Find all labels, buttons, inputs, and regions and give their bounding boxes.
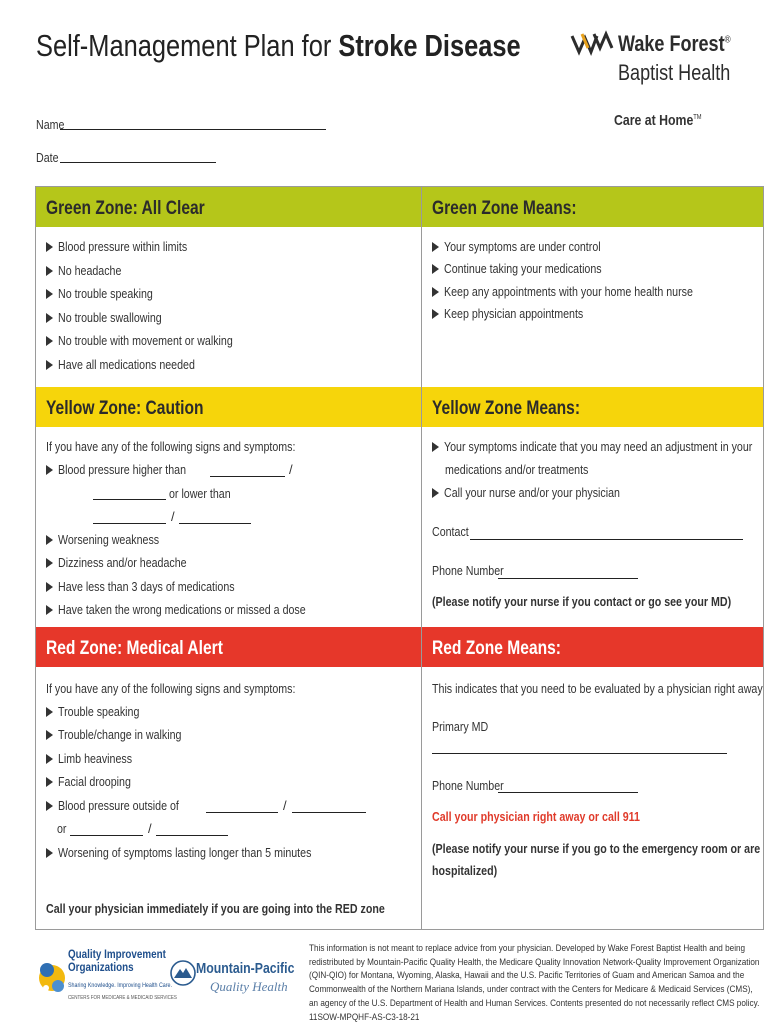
bullet-arrow-icon [46, 605, 53, 615]
name-field[interactable] [60, 129, 326, 130]
wake-forest-logo-icon [570, 28, 616, 58]
bullet-arrow-icon [46, 558, 53, 568]
bullet-arrow-icon [46, 801, 53, 811]
mp-line1: Mountain-Pacific [196, 960, 295, 977]
green-item: Have all medications needed [46, 357, 225, 372]
bp-high-systolic-field[interactable] [210, 476, 285, 477]
red-bp-item: Blood pressure outside of [46, 798, 205, 813]
bullet-arrow-icon [46, 242, 53, 252]
yellow-item: Dizziness and/or headache [46, 555, 215, 570]
bullet-arrow-icon [432, 287, 439, 297]
yellow-zone-title: Yellow Zone: Caution [46, 398, 204, 419]
yellow-means-item-cont: medications and/or treatments [445, 462, 589, 477]
name-label: Name [36, 117, 65, 132]
slash: / [171, 509, 175, 524]
bullet-arrow-icon [46, 360, 53, 370]
bullet-arrow-icon [46, 848, 53, 858]
bp-high-diastolic-field[interactable] [93, 499, 166, 500]
red-item: Limb heaviness [46, 751, 148, 766]
brand-line1: Wake Forest [618, 31, 725, 56]
red-phone-field[interactable] [498, 792, 638, 793]
red-means-intro: This indicates that you need to be evaluated by a physician right away [432, 681, 763, 696]
mountain-pacific-logo [170, 954, 305, 1004]
bullet-arrow-icon [46, 754, 53, 764]
yellow-item: Worsening weakness [46, 532, 181, 547]
bullet-arrow-icon [46, 266, 53, 276]
yellow-bp-item: Blood pressure higher than [46, 462, 214, 477]
bullet-arrow-icon [46, 465, 53, 475]
trademark-mark: TM [693, 114, 702, 121]
bp-outside-diastolic-field-2[interactable] [156, 835, 228, 836]
program-name [614, 112, 721, 129]
call-911-text: Call your physician right away or call 911 [432, 809, 640, 824]
program-label: Care at Home [614, 112, 694, 129]
green-means-item: Continue taking your medications [432, 261, 636, 276]
bp-outside-systolic-field[interactable] [206, 812, 278, 813]
green-item: No trouble with movement or walking [46, 333, 271, 348]
bp-low-systolic-field[interactable] [93, 523, 166, 524]
qio-line2: Organizations [68, 960, 134, 974]
zone-table [35, 186, 764, 930]
qio-emblem-icon [36, 948, 70, 1004]
green-item: No headache [46, 263, 135, 278]
phone-label: Phone Number [432, 778, 504, 793]
mountain-icon [170, 960, 196, 986]
yellow-intro: If you have any of the following signs and symptoms: [46, 439, 296, 454]
bullet-arrow-icon [46, 289, 53, 299]
column-divider [421, 187, 422, 929]
red-intro: If you have any of the following signs and symptoms: [46, 681, 296, 696]
registered-mark: ® [724, 34, 731, 46]
date-label: Date [36, 150, 59, 165]
green-zone-means-title: Green Zone Means: [432, 198, 577, 219]
slash: / [148, 821, 152, 836]
contact-field[interactable] [470, 539, 743, 540]
bullet-arrow-icon [432, 488, 439, 498]
green-item: No trouble speaking [46, 286, 174, 301]
phone-field[interactable] [498, 578, 638, 579]
or-label: or [57, 821, 67, 836]
red-item: Facial drooping [46, 774, 147, 789]
bullet-arrow-icon [432, 242, 439, 252]
title-normal: Self-Management Plan for [36, 28, 339, 63]
bullet-arrow-icon [432, 309, 439, 319]
yellow-item: Have less than 3 days of medications [46, 579, 273, 594]
primary-md-label: Primary MD [432, 719, 489, 734]
red-notify-cont: hospitalized) [432, 863, 498, 878]
disclaimer [309, 942, 764, 1024]
bullet-arrow-icon [46, 336, 53, 346]
green-means-item: Your symptoms are under control [432, 239, 635, 254]
page-title [36, 28, 627, 64]
call-immediately: Call your physician immediately if you are going into the RED zone [46, 901, 385, 916]
red-item: Worsening of symptoms lasting longer than 5 minutes [46, 845, 367, 860]
title-bold: Stroke Disease [338, 28, 521, 63]
green-means-item: Keep physician appointments [432, 306, 614, 321]
qio-tagline: Sharing Knowledge. Improving Health Care. [68, 982, 172, 989]
date-field[interactable] [60, 162, 216, 163]
qio-logo [36, 944, 177, 1010]
yellow-notify: (Please notify your nurse if you contact or go see your MD) [432, 594, 732, 609]
bullet-arrow-icon [432, 442, 439, 452]
primary-md-field[interactable] [432, 753, 727, 754]
yellow-zone-means-title: Yellow Zone Means: [432, 398, 581, 419]
green-zone-title: Green Zone: All Clear [46, 198, 205, 219]
mp-line2: Quality Health [210, 979, 288, 994]
brand-name [618, 31, 755, 57]
red-notify: (Please notify your nurse if you go to the emergency room or are [432, 841, 761, 856]
red-item: Trouble/change in walking [46, 727, 209, 742]
green-means-item: Keep any appointments with your home health nurse [432, 284, 748, 299]
bp-outside-diastolic-field[interactable] [292, 812, 366, 813]
green-item: Blood pressure within limits [46, 239, 216, 254]
red-zone-means-title: Red Zone Means: [432, 638, 561, 659]
or-lower-label: or lower than [169, 486, 231, 501]
green-item: No trouble swallowing [46, 310, 184, 325]
bullet-arrow-icon [432, 264, 439, 274]
bullet-arrow-icon [46, 535, 53, 545]
bp-outside-systolic-field-2[interactable] [70, 835, 143, 836]
slash: / [289, 462, 293, 477]
red-item: Trouble speaking [46, 704, 157, 719]
yellow-means-item: Call your nurse and/or your physician [432, 485, 659, 500]
bullet-arrow-icon [46, 777, 53, 787]
phone-label: Phone Number [432, 563, 504, 578]
yellow-means-item: Your symptoms indicate that you may need an adjustment in your [432, 439, 770, 454]
bullet-arrow-icon [46, 313, 53, 323]
brand-subname: Baptist Health [618, 60, 731, 85]
red-zone-title: Red Zone: Medical Alert [46, 638, 223, 659]
slash: / [283, 798, 287, 813]
qio-cms: CENTERS FOR MEDICARE & MEDICAID SERVICES [68, 995, 177, 1001]
qio-line1: Quality Improvement [68, 947, 166, 961]
disclaimer-text: This information is not meant to replace advice from your physician. Developed by Wake Forest Baptist Health and being redistributed by Mountain-Pacific Quality Health, the Medicare Quality Innovation Network-Quality Improvement Organization (QIN-QIO) for Montana, Wyoming, Alaska, Hawaii and the U.S. Pacific Territories of Guam and American Samoa and the Commonwealth of the Northern Mariana Islands, under contract with the Centers for Medicare & Medicaid Services (CMS), an agency of the U.S. Department of Health and Human Services. Contents presented do not necessarily reflect CMS policy. 11SOW-MPQHF-AS-C3-18-21 [309, 943, 760, 1023]
bp-low-diastolic-field[interactable] [179, 523, 251, 524]
yellow-item: Have taken the wrong medications or missed a dose [46, 602, 360, 617]
bullet-arrow-icon [46, 582, 53, 592]
contact-label: Contact [432, 524, 469, 539]
bullet-arrow-icon [46, 730, 53, 740]
bullet-arrow-icon [46, 707, 53, 717]
